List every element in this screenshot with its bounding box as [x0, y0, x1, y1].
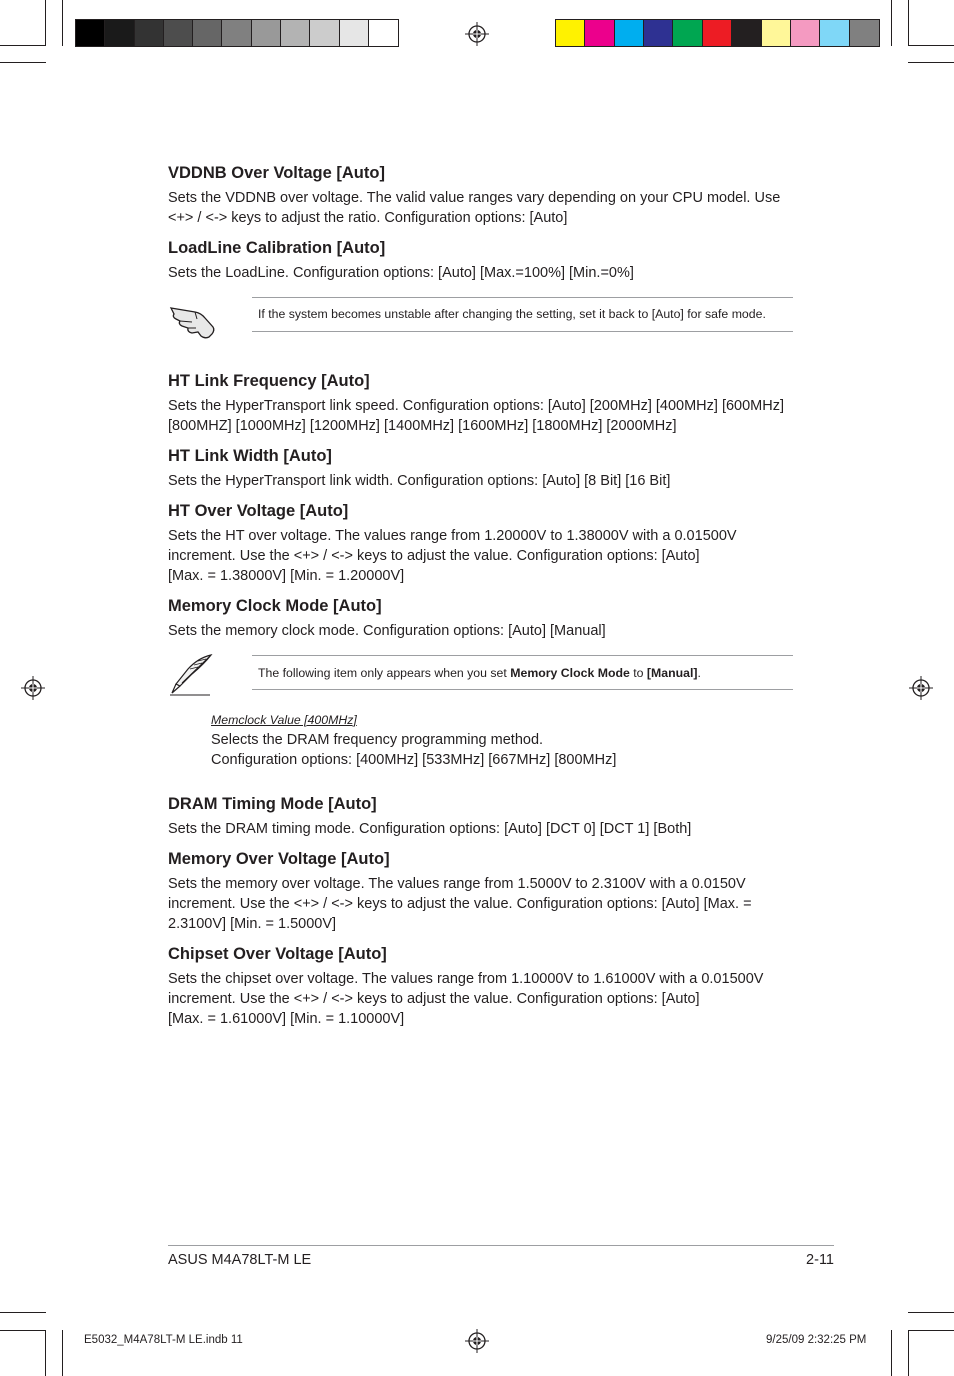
- crop-mark: [908, 62, 954, 63]
- setting-description: Sets the HyperTransport link speed. Configuration options: [Auto] [200MHz] [400MHz] [600MHz] [800MHZ] [1000MHz] [1200MHz] [1400MHz] [1600MHz] [1800MHz] [2000MHz]: [168, 397, 785, 434]
- setting-description: Sets the DRAM timing mode. Configuration options: [Auto] [DCT 0] [DCT 1] [Both]: [168, 821, 692, 837]
- crop-mark: [0, 45, 46, 46]
- setting-title: Chipset Over Voltage [Auto]: [168, 945, 387, 963]
- color-swatch: [556, 20, 585, 46]
- color-swatch: [585, 20, 614, 46]
- setting-section: [168, 943, 793, 1029]
- slug-timestamp: 9/25/09 2:32:25 PM: [766, 1334, 867, 1346]
- setting-section: [168, 445, 793, 491]
- note-text-mid: to: [629, 665, 647, 680]
- setting-description: Sets the memory clock mode. Configuration options: [Auto] [Manual]: [168, 622, 606, 639]
- color-swatch: [369, 20, 398, 46]
- crop-mark: [908, 0, 909, 46]
- color-swatch: [340, 20, 369, 46]
- setting-description: [Max. = 1.61000V] [Min. = 1.10000V]: [168, 1011, 405, 1027]
- setting-description: Sets the HyperTransport link width. Configuration options: [Auto] [8 Bit] [16 Bit]: [168, 472, 671, 489]
- color-swatch: [76, 20, 105, 46]
- setting-title: HT Over Voltage [Auto]: [168, 501, 349, 520]
- color-swatch: [135, 20, 164, 46]
- setting-section: [168, 595, 793, 641]
- color-swatch: [281, 20, 310, 46]
- registration-mark-icon: [909, 676, 933, 700]
- crop-mark: [45, 0, 46, 46]
- note-bold-setting: Memory Clock Mode: [510, 665, 630, 680]
- setting-section: [168, 793, 793, 839]
- setting-title: LoadLine Calibration [Auto]: [168, 239, 386, 257]
- setting-section: [168, 848, 793, 934]
- color-swatch: [310, 20, 339, 46]
- crop-mark: [62, 0, 63, 46]
- sub-setting-title: Memclock Value [400MHz]: [211, 713, 357, 727]
- note-text: If the system becomes unstable after changing the setting, set it back to [Auto] for safe mode.: [252, 297, 793, 332]
- registration-mark-icon: [465, 22, 489, 46]
- color-swatch: [193, 20, 222, 46]
- setting-title: DRAM Timing Mode [Auto]: [168, 795, 377, 813]
- crop-mark: [908, 1312, 954, 1313]
- setting-title: VDDNB Over Voltage [Auto]: [168, 164, 385, 182]
- color-swatch: [703, 20, 732, 46]
- setting-description: [Max. = 1.38000V] [Min. = 1.20000V]: [168, 567, 405, 584]
- setting-title: HT Link Frequency [Auto]: [168, 371, 370, 390]
- crop-mark: [908, 1330, 909, 1376]
- sub-setting-description: Selects the DRAM frequency programming method.: [211, 732, 544, 748]
- footer-product-name: ASUS M4A78LT-M LE: [168, 1252, 312, 1268]
- slug-filename: E5032_M4A78LT-M LE.indb 11: [84, 1334, 243, 1346]
- page-footer: [168, 1245, 834, 1268]
- caution-note: [168, 297, 793, 332]
- crop-mark: [908, 45, 954, 46]
- color-swatch: [850, 20, 879, 46]
- color-swatch: [820, 20, 849, 46]
- pen-icon: [168, 653, 214, 697]
- crop-mark: [0, 1330, 46, 1331]
- color-swatch: [222, 20, 251, 46]
- manual-content: [168, 162, 793, 1038]
- setting-description: Sets the LoadLine. Configuration options: [Auto] [Max.=100%] [Min.=0%]: [168, 265, 634, 281]
- setting-section: [168, 370, 793, 436]
- color-swatch: [732, 20, 761, 46]
- setting-section: [168, 500, 793, 586]
- crop-mark: [62, 1330, 63, 1376]
- color-swatch: [252, 20, 281, 46]
- setting-description: Sets the VDDNB over voltage. The valid value ranges vary depending on your CPU model. Use <+> / <-> keys to adjust the ratio. Configuration options: [Auto]: [168, 190, 781, 226]
- color-swatch: [673, 20, 702, 46]
- setting-description: Sets the memory over voltage. The values range from 1.5000V to 2.3100V with a 0.0150V increment. Use the <+> / <-> keys to adjust the value. Configuration options: [Auto] [Max. = 2.3100V] [Min. = 1.5000V]: [168, 876, 752, 932]
- color-swatch: [105, 20, 134, 46]
- registration-mark-icon: [465, 1329, 489, 1353]
- setting-description: Sets the HT over voltage. The values range from 1.20000V to 1.38000V with a 0.01500V increment. Use the <+> / <-> keys to adjust the value. Configuration options: [Auto]: [168, 527, 737, 564]
- setting-section: [168, 237, 793, 283]
- registration-mark-icon: [21, 676, 45, 700]
- setting-description: Sets the chipset over voltage. The values range from 1.10000V to 1.61000V with a 0.01500V increment. Use the <+> / <-> keys to adjust the value. Configuration options: [Auto]: [168, 971, 764, 1007]
- note-bold-value: [Manual]: [646, 665, 698, 680]
- hand-icon: [168, 299, 216, 341]
- crop-mark: [891, 0, 892, 46]
- note-text-suffix: .: [697, 665, 701, 680]
- setting-title: HT Link Width [Auto]: [168, 446, 332, 465]
- note-text-prefix: The following item only appears when you set: [258, 665, 511, 680]
- page-number: 2-11: [806, 1252, 834, 1268]
- color-swatch: [615, 20, 644, 46]
- sub-setting-options: Configuration options: [400MHz] [533MHz] [667MHz] [800MHz]: [211, 752, 617, 768]
- setting-section: [168, 162, 793, 228]
- color-swatch: [762, 20, 791, 46]
- crop-mark: [0, 1312, 46, 1313]
- crop-mark: [908, 1330, 954, 1331]
- crop-mark: [0, 62, 46, 63]
- color-swatch: [644, 20, 673, 46]
- sub-setting: [211, 712, 793, 770]
- grayscale-color-bar: [75, 19, 399, 47]
- setting-title: Memory Over Voltage [Auto]: [168, 850, 390, 868]
- crop-mark: [891, 1330, 892, 1376]
- note-text: [252, 655, 793, 691]
- info-note: [168, 655, 793, 691]
- setting-title: Memory Clock Mode [Auto]: [168, 596, 382, 615]
- process-color-bar: [555, 19, 880, 47]
- color-swatch: [791, 20, 820, 46]
- color-swatch: [164, 20, 193, 46]
- crop-mark: [45, 1330, 46, 1376]
